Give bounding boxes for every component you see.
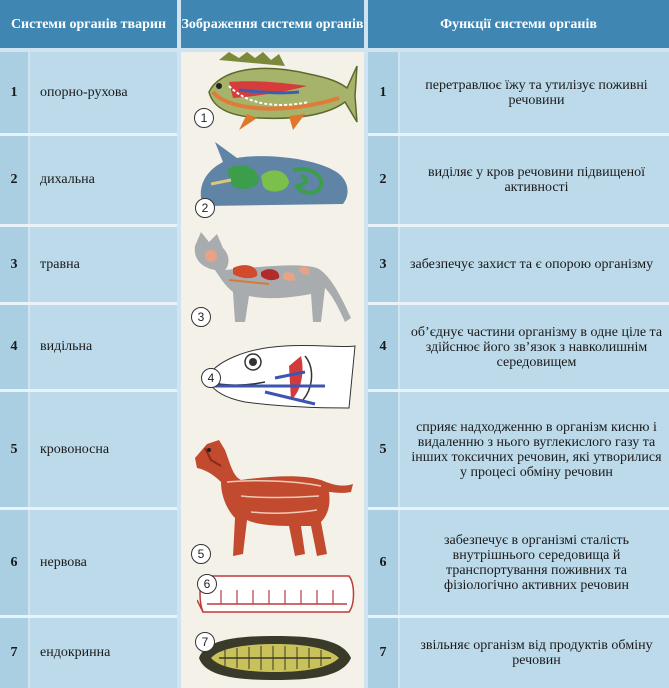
system-name: кровоносна xyxy=(30,392,177,507)
table-row xyxy=(368,52,669,136)
table-row xyxy=(0,136,177,227)
table-row xyxy=(368,305,669,392)
function-text: об’єднує частини організму в одне ціле та здійснює його зв’язок з навколишнім середовищем xyxy=(410,324,663,370)
row-number: 5 xyxy=(368,392,398,507)
dog-muscles-icon xyxy=(191,436,355,560)
table-row xyxy=(368,510,669,618)
row-number: 4 xyxy=(0,305,28,389)
system-name: видільна xyxy=(30,305,177,389)
row-number: 1 xyxy=(0,52,28,133)
table-row xyxy=(0,305,177,392)
system-name: ендокринна xyxy=(30,618,177,688)
function-text: сприяє надходженню в організм кисню і видаленню з нього вуглекислого газу та інших токсичних речовин, які утворилися у процесі обміну речовин xyxy=(411,419,662,480)
system-name: опорно-рухова xyxy=(30,52,177,133)
row-number: 6 xyxy=(368,510,398,615)
table-row xyxy=(368,392,669,510)
table-row xyxy=(368,136,669,227)
function-text: виділяє у кров речовини підвищеної активності xyxy=(428,165,645,195)
header-functions: Функції системи органів xyxy=(368,0,669,48)
row-number: 5 xyxy=(0,392,28,507)
worm-excretory-icon xyxy=(195,632,355,684)
cat-organs-icon xyxy=(189,232,359,328)
row-number: 6 xyxy=(0,510,28,615)
row-number: 1 xyxy=(368,52,398,133)
header-systems: Системи органів тварин xyxy=(0,0,177,48)
rabbit-digestive-icon xyxy=(197,140,353,212)
row-number: 3 xyxy=(0,227,28,302)
image-number: 6 xyxy=(197,574,217,594)
table-row xyxy=(0,227,177,305)
table-row xyxy=(0,618,177,688)
table-row xyxy=(368,618,669,688)
image-number: 7 xyxy=(195,632,215,652)
row-number: 2 xyxy=(0,136,28,224)
header-images: Зображення системи органів xyxy=(181,0,364,48)
image-number: 1 xyxy=(194,108,214,128)
images-column xyxy=(181,52,364,688)
fish-digestive-icon xyxy=(189,52,359,134)
table-row xyxy=(0,392,177,510)
system-name: дихальна xyxy=(30,136,177,224)
function-text: перетравлює їжу та утилізує поживні речовини xyxy=(425,77,648,108)
table-row xyxy=(0,510,177,618)
image-number: 2 xyxy=(195,198,215,218)
table-row xyxy=(0,52,177,136)
system-name: нервова xyxy=(30,510,177,615)
system-name: травна xyxy=(30,227,177,302)
row-number: 2 xyxy=(368,136,398,224)
image-number: 3 xyxy=(191,307,211,327)
function-text: забезпечує в організмі сталість внутрішнього середовища й транспортування поживних та фізіологічно активних речовин xyxy=(444,532,629,593)
fish-head-gills-icon xyxy=(205,342,357,412)
functions-column xyxy=(368,52,669,688)
function-text: забезпечує захист та є опорою організму xyxy=(410,257,654,272)
worm-nervous-icon xyxy=(197,572,357,616)
row-number: 7 xyxy=(0,618,28,688)
row-number: 3 xyxy=(368,227,398,302)
table-row xyxy=(368,227,669,305)
image-number: 4 xyxy=(201,368,221,388)
function-text: звільняє організм від продуктів обміну речовин xyxy=(420,638,653,668)
row-number: 4 xyxy=(368,305,398,389)
systems-column xyxy=(0,52,177,688)
image-number: 5 xyxy=(191,544,211,564)
row-number: 7 xyxy=(368,618,398,688)
